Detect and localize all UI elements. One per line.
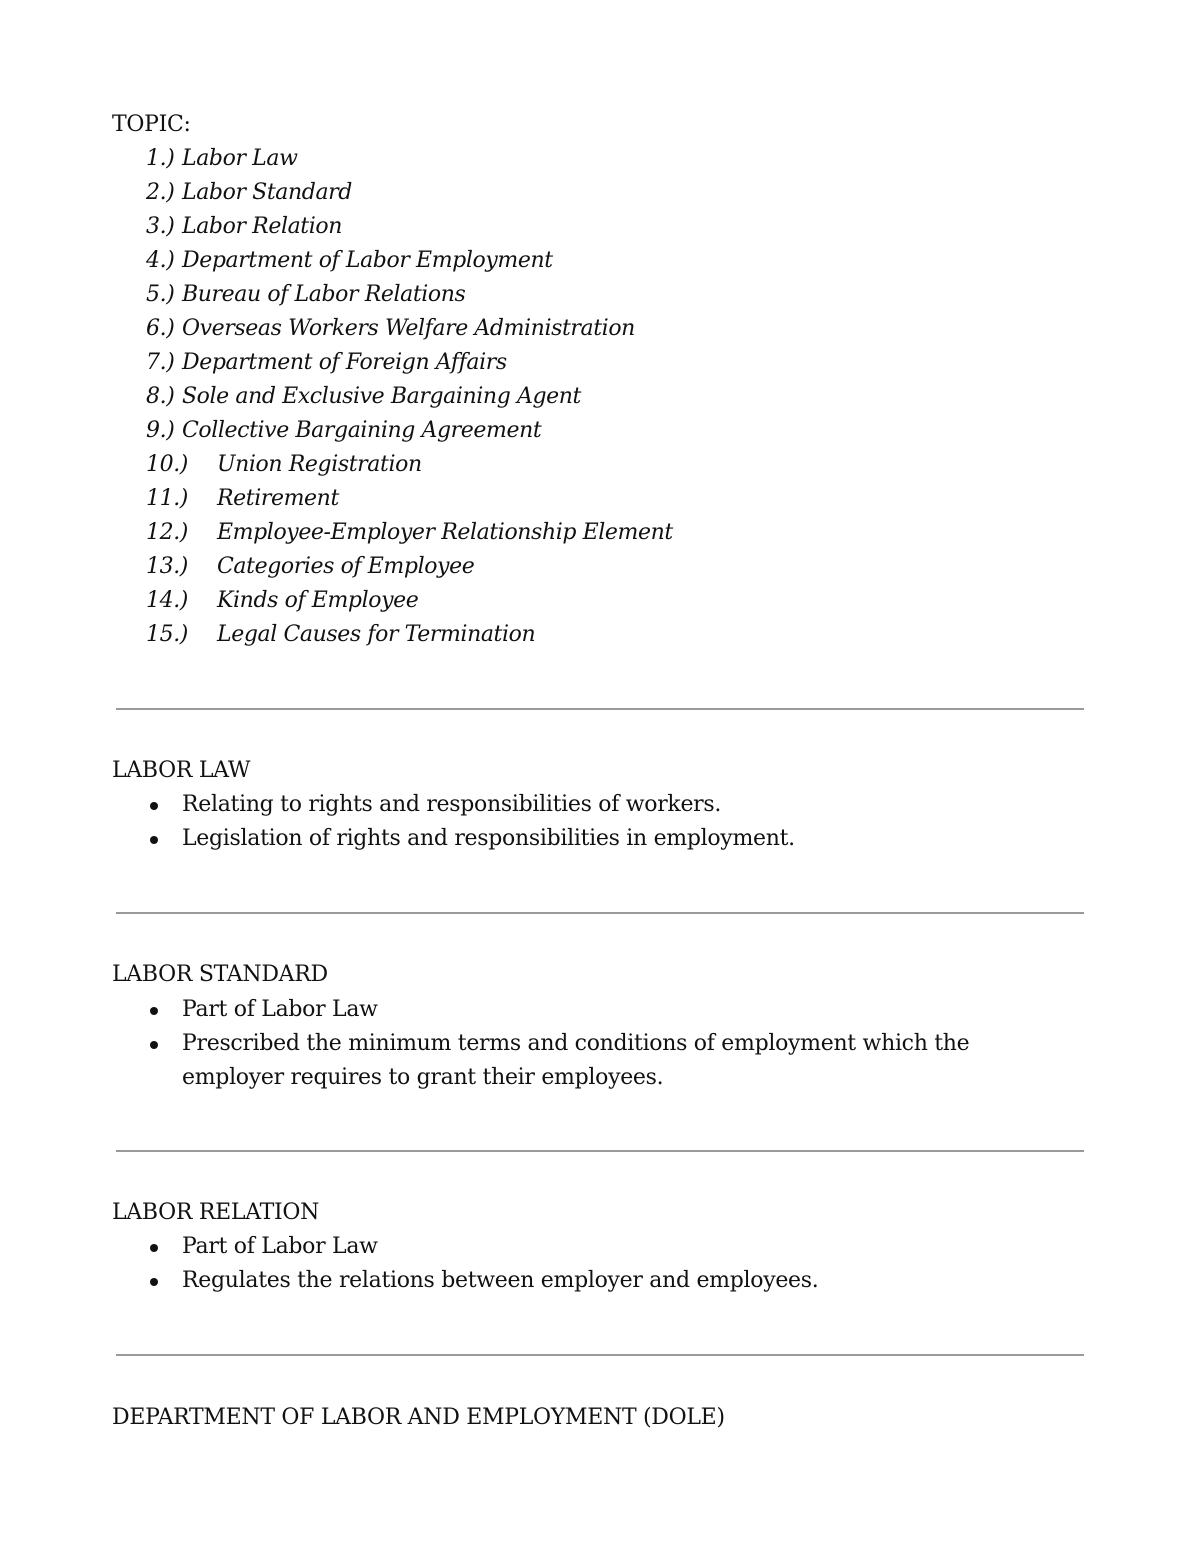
- topic-text: Sole and Exclusive Bargaining Agent: [182, 384, 581, 409]
- horizontal-rule: [116, 912, 1084, 914]
- bullet-item: [146, 1264, 1062, 1298]
- topic-text: Employee-Employer Relationship Element: [217, 520, 673, 545]
- bullet-text: Part of Labor Law: [182, 1234, 378, 1259]
- topic-text: Bureau of Labor Relations: [182, 282, 466, 307]
- topic-item: [146, 346, 673, 380]
- topic-text: Legal Causes for Termination: [217, 622, 536, 647]
- topic-text: Labor Relation: [182, 214, 342, 239]
- bullet-text: Prescribed the minimum terms and conditions of employment which the employer requires to grant their employees.: [182, 1031, 970, 1090]
- topic-number: 12.): [146, 520, 188, 545]
- section-title-labor-standard: LABOR STANDARD: [112, 962, 328, 987]
- section-title-labor-relation: LABOR RELATION: [112, 1200, 320, 1225]
- topic-text: Collective Bargaining Agreement: [182, 418, 542, 443]
- bullet-item: [146, 788, 1062, 822]
- bullet-icon: [150, 802, 158, 810]
- topic-number: 8.): [146, 384, 175, 409]
- topic-number: 1.): [146, 146, 175, 171]
- topic-number: 11.): [146, 486, 188, 511]
- topic-number: 3.): [146, 214, 175, 239]
- topic-text: Department of Labor Employment: [182, 248, 553, 273]
- topic-item: [146, 278, 673, 312]
- topic-item: [146, 516, 673, 550]
- topic-text: Overseas Workers Welfare Administration: [182, 316, 635, 341]
- topic-number: 5.): [146, 282, 175, 307]
- bullet-icon: [150, 1278, 158, 1286]
- bullet-icon: [150, 1041, 158, 1049]
- topic-number: 4.): [146, 248, 175, 273]
- topic-item: [146, 550, 673, 584]
- labor-relation-bullets: [146, 1230, 1062, 1298]
- bullet-text: Legislation of rights and responsibilities in employment.: [182, 826, 795, 851]
- topic-item: [146, 244, 673, 278]
- topic-item: [146, 618, 673, 652]
- topic-text: Kinds of Employee: [217, 588, 419, 613]
- bullet-item: [146, 1027, 1062, 1095]
- topic-number: 9.): [146, 418, 175, 443]
- bullet-item: [146, 1230, 1062, 1264]
- topic-text: Labor Standard: [182, 180, 352, 205]
- topic-item: [146, 380, 673, 414]
- bullet-text: Relating to rights and responsibilities of workers.: [182, 792, 722, 817]
- horizontal-rule: [116, 1150, 1084, 1152]
- topic-item: [146, 584, 673, 618]
- section-title-labor-law: LABOR LAW: [112, 758, 251, 783]
- section-title-dole: DEPARTMENT OF LABOR AND EMPLOYMENT (DOLE): [112, 1405, 725, 1430]
- bullet-item: [146, 993, 1062, 1027]
- topic-list: [146, 142, 673, 652]
- topic-number: 15.): [146, 622, 188, 647]
- topic-item: [146, 414, 673, 448]
- topic-text: Department of Foreign Affairs: [182, 350, 507, 375]
- bullet-icon: [150, 1244, 158, 1252]
- topic-item: [146, 176, 673, 210]
- labor-standard-bullets: [146, 993, 1062, 1095]
- topic-text: Categories of Employee: [217, 554, 475, 579]
- topic-text: Labor Law: [182, 146, 298, 171]
- topic-number: 14.): [146, 588, 188, 613]
- topic-number: 2.): [146, 180, 175, 205]
- bullet-text: Regulates the relations between employer and employees.: [182, 1268, 819, 1293]
- topic-text: Retirement: [217, 486, 339, 511]
- horizontal-rule: [116, 708, 1084, 710]
- bullet-icon: [150, 1007, 158, 1015]
- topic-item: [146, 448, 673, 482]
- topic-heading: TOPIC:: [112, 112, 191, 137]
- topic-item: [146, 142, 673, 176]
- bullet-icon: [150, 836, 158, 844]
- bullet-text: Part of Labor Law: [182, 997, 378, 1022]
- horizontal-rule: [116, 1354, 1084, 1356]
- bullet-item: [146, 822, 1062, 856]
- topic-text: Union Registration: [217, 452, 422, 477]
- topic-number: 10.): [146, 452, 188, 477]
- labor-law-bullets: [146, 788, 1062, 856]
- topic-number: 7.): [146, 350, 175, 375]
- topic-item: [146, 312, 673, 346]
- topic-number: 6.): [146, 316, 175, 341]
- topic-item: [146, 210, 673, 244]
- topic-number: 13.): [146, 554, 188, 579]
- topic-item: [146, 482, 673, 516]
